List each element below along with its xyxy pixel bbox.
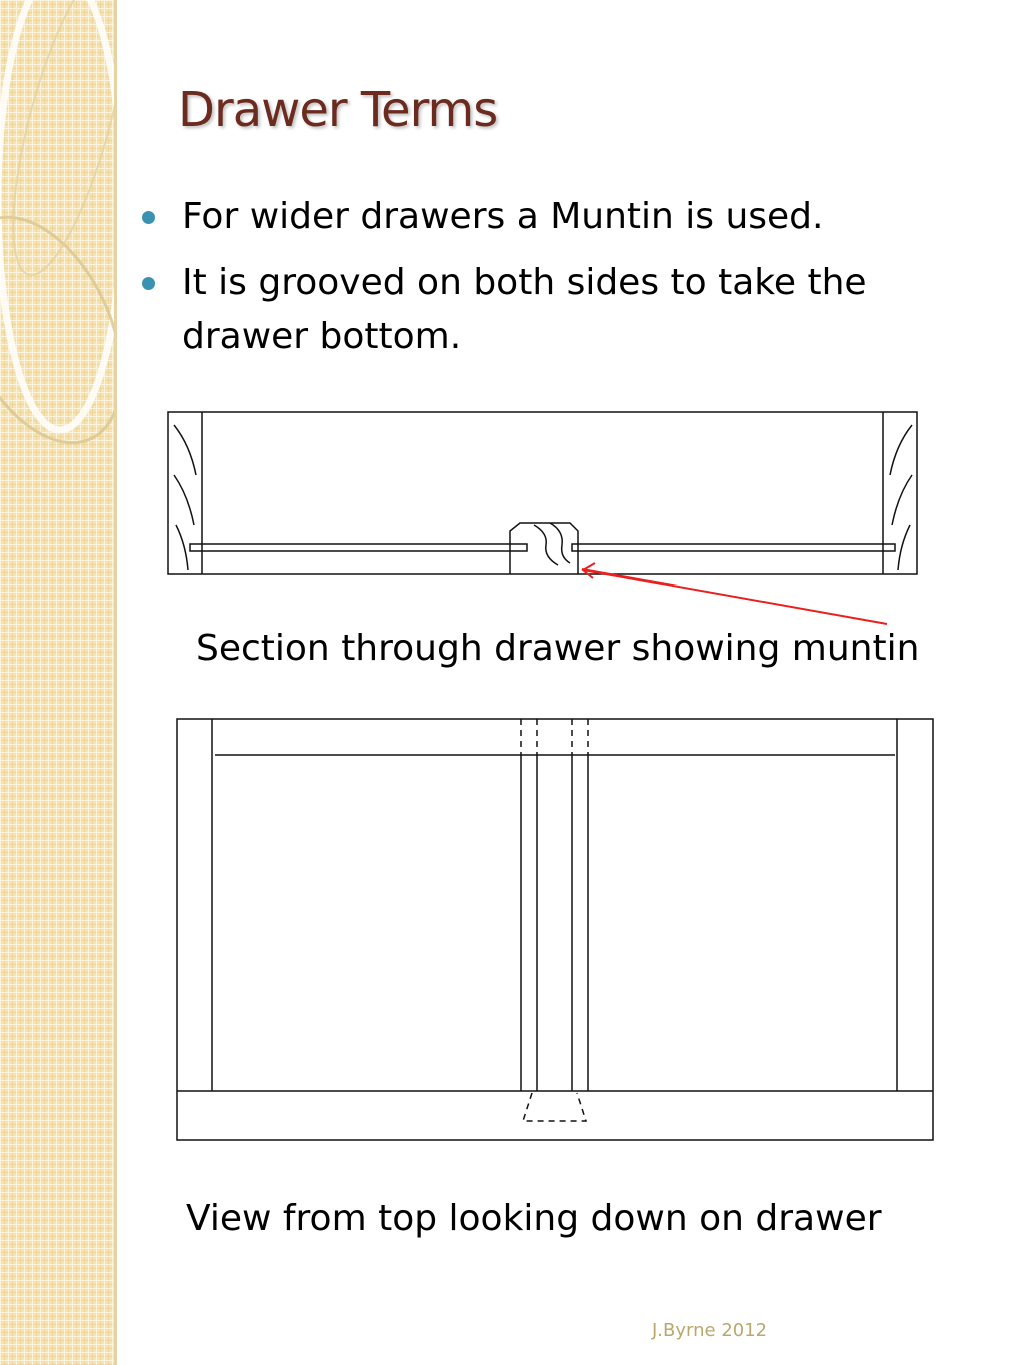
- bullet-list: [140, 190, 920, 376]
- muntin-section: [510, 523, 578, 574]
- right-side-grain: [890, 425, 912, 570]
- decorative-sidebar: [0, 0, 114, 1365]
- hidden-lines: [521, 719, 588, 1121]
- bullet-text: For wider drawers a Muntin is used.: [182, 196, 824, 237]
- bullet-dot-icon: [142, 211, 155, 224]
- left-side-grain: [174, 425, 196, 570]
- drawer-top-view-diagram: [170, 712, 940, 1148]
- drawer-bottom-right: [572, 544, 895, 551]
- arrow-overlay: [575, 560, 895, 630]
- sidebar-divider: [114, 0, 117, 1365]
- slide-title: Drawer Terms: [178, 82, 498, 138]
- footer-credit: J.Byrne 2012: [652, 1320, 768, 1341]
- section-caption: Section through drawer showing muntin: [196, 628, 920, 669]
- drawer-bottom-left: [190, 544, 527, 551]
- top-view-caption: View from top looking down on drawer: [186, 1198, 882, 1239]
- drawer-section-outline: [168, 412, 917, 574]
- muntin-grain: [534, 523, 570, 565]
- bullet-dot-icon: [142, 277, 155, 290]
- bullet-item: [140, 190, 920, 244]
- drawer-section-diagram: [160, 405, 930, 585]
- bullet-text: It is grooved on both sides to take the drawer bottom.: [182, 262, 867, 357]
- bullet-item: [140, 256, 920, 364]
- sidebar-swirl-graphic: [0, 0, 114, 1365]
- drawer-outline: [177, 719, 933, 1140]
